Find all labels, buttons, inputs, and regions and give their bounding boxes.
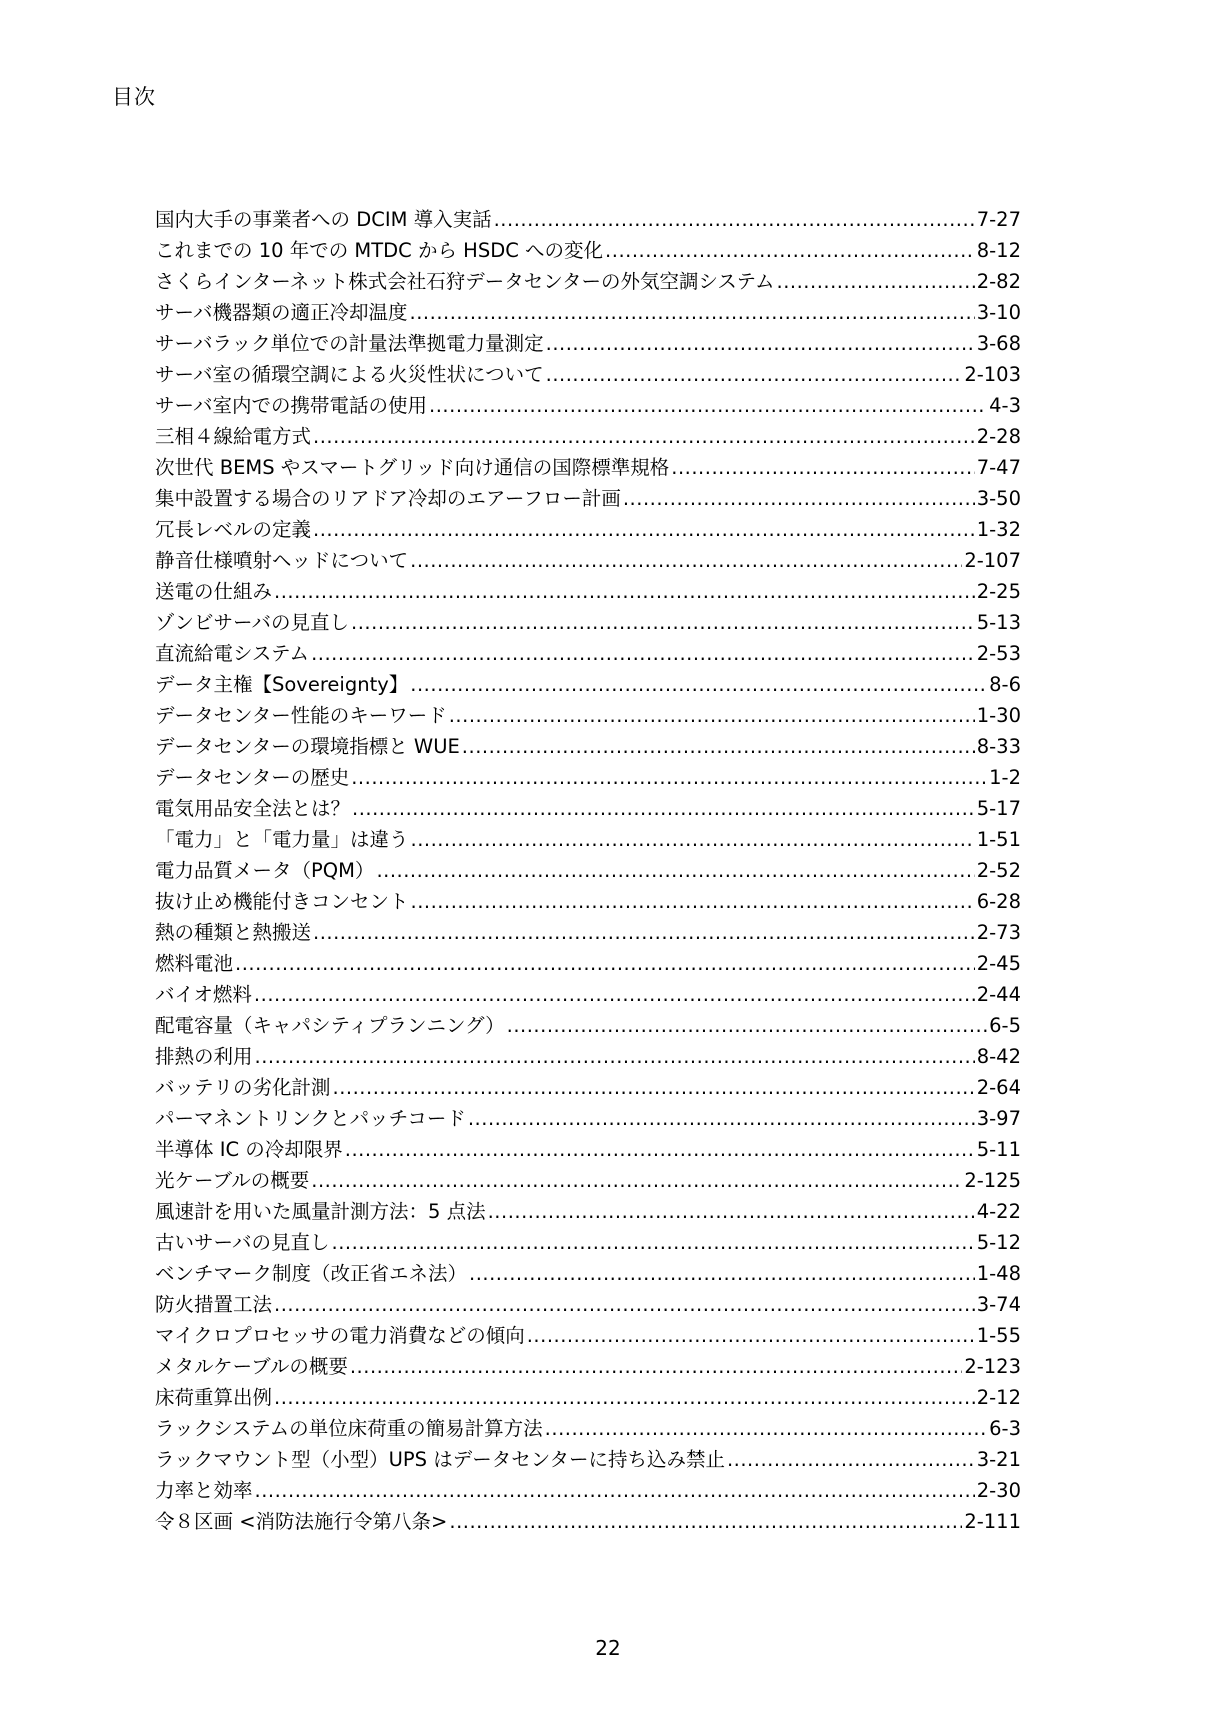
- toc-dot-leader: [311, 1165, 962, 1196]
- toc-entry[interactable]: [155, 1041, 1021, 1072]
- toc-entry-title: データセンターの環境指標と WUE: [155, 735, 460, 758]
- toc-entry-page: 3-68: [976, 332, 1021, 355]
- toc-entry-page: 3-10: [976, 301, 1021, 324]
- toc-entry-title: 次世代 BEMS やスマートグリッド向け通信の国際標準規格: [155, 456, 670, 479]
- toc-entry-title: サーバラック単位での計量法準拠電力量測定: [155, 332, 544, 355]
- toc-entry-title: ゾンビサーバの見直し: [155, 611, 350, 634]
- toc-entry-title: マイクロプロセッサの電力消費などの傾向: [155, 1324, 525, 1347]
- toc-dot-leader: [235, 948, 975, 979]
- toc-dot-leader: [488, 1196, 975, 1227]
- toc-entry-title: 三相４線給電方式: [155, 425, 312, 448]
- toc-entry[interactable]: [155, 1382, 1021, 1413]
- toc-entry[interactable]: [155, 1289, 1021, 1320]
- toc-entry-title: データセンター性能のキーワード: [155, 704, 447, 727]
- toc-dot-leader: [350, 1351, 962, 1382]
- toc-entry[interactable]: [155, 204, 1021, 235]
- toc-entry[interactable]: [155, 1196, 1021, 1227]
- toc-entry[interactable]: [155, 1475, 1021, 1506]
- toc-entry[interactable]: [155, 855, 1021, 886]
- toc-entry-page: 4-22: [976, 1200, 1021, 1223]
- toc-entry[interactable]: [155, 1134, 1021, 1165]
- toc-entry-page: 1-51: [976, 828, 1021, 851]
- toc-entry-page: 2-53: [976, 642, 1021, 665]
- toc-entry-page: 3-74: [976, 1293, 1021, 1316]
- toc-entry[interactable]: [155, 545, 1021, 576]
- toc-entry[interactable]: [155, 483, 1021, 514]
- toc-dot-leader: [605, 235, 975, 266]
- toc-entry-page: 5-11: [976, 1138, 1021, 1161]
- toc-entry[interactable]: [155, 1072, 1021, 1103]
- toc-entry-page: 2-30: [976, 1479, 1021, 1502]
- toc-entry-title: サーバ機器類の適正冷却温度: [155, 301, 408, 324]
- toc-entry[interactable]: [155, 638, 1021, 669]
- toc-dot-leader: [410, 669, 987, 700]
- toc-entry-page: 2-64: [976, 1076, 1021, 1099]
- toc-dot-leader: [351, 762, 987, 793]
- toc-dot-leader: [462, 731, 975, 762]
- page-title: 目次: [112, 85, 156, 109]
- toc-entry-page: 3-21: [976, 1448, 1021, 1471]
- toc-entry[interactable]: [155, 607, 1021, 638]
- toc-entry-title: 集中設置する場合のリアドア冷却のエアーフロー計画: [155, 487, 621, 510]
- toc-entry-title: 静音仕様噴射ヘッドについて: [155, 549, 409, 572]
- toc-entry[interactable]: [155, 669, 1021, 700]
- toc-entry-title: 電気用品安全法とは？: [155, 797, 351, 820]
- toc-entry-title: これまでの 10 年での MTDC から HSDC への変化: [155, 239, 604, 262]
- toc-dot-leader: [255, 1041, 975, 1072]
- toc-entry-page: 8-12: [976, 239, 1021, 262]
- toc-dot-leader: [429, 390, 987, 421]
- toc-dot-leader: [410, 545, 962, 576]
- toc-entry-title: 送電の仕組み: [155, 580, 273, 603]
- toc-entry[interactable]: [155, 359, 1021, 390]
- toc-entry-title: サーバ室内での携帯電話の使用: [155, 394, 428, 417]
- toc-entry-title: 光ケーブルの概要: [155, 1169, 310, 1192]
- toc-entry[interactable]: [155, 576, 1021, 607]
- toc-dot-leader: [527, 1320, 975, 1351]
- toc-entry-title: 直流給電システム: [155, 642, 310, 665]
- toc-entry-title: ラックマウント型（小型）UPS はデータセンターに持ち込み禁止: [155, 1448, 725, 1471]
- toc-entry-page: 2-82: [976, 270, 1021, 293]
- toc-entry-page: 2-111: [964, 1510, 1021, 1533]
- toc-entry[interactable]: [155, 1444, 1021, 1475]
- toc-entry-title: 力率と効率: [155, 1479, 253, 1502]
- table-of-contents: [155, 204, 1021, 1537]
- toc-dot-leader: [311, 638, 975, 669]
- toc-entry-page: 5-17: [976, 797, 1021, 820]
- toc-entry[interactable]: [155, 1010, 1021, 1041]
- toc-entry-page: 8-33: [976, 735, 1021, 758]
- toc-dot-leader: [546, 359, 963, 390]
- toc-dot-leader: [449, 1506, 962, 1537]
- toc-dot-leader: [255, 1475, 975, 1506]
- toc-entry[interactable]: [155, 390, 1021, 421]
- toc-entry[interactable]: [155, 452, 1021, 483]
- toc-entry[interactable]: [155, 1351, 1021, 1382]
- toc-entry-title: 燃料電池: [155, 952, 234, 975]
- toc-entry-page: 2-25: [976, 580, 1021, 603]
- toc-entry-title: さくらインターネット株式会社石狩データセンターの外気空調システム: [155, 270, 775, 293]
- toc-entry-title: 冗長レベルの定義: [155, 518, 312, 541]
- toc-entry-title: 防火措置工法: [155, 1293, 273, 1316]
- toc-dot-leader: [313, 917, 975, 948]
- toc-entry-page: 2-107: [964, 549, 1021, 572]
- toc-entry[interactable]: [155, 1320, 1021, 1351]
- toc-entry-title: 排熱の利用: [155, 1045, 253, 1068]
- toc-dot-leader: [468, 1103, 975, 1134]
- toc-entry-page: 2-44: [976, 983, 1021, 1006]
- toc-entry-page: 3-97: [976, 1107, 1021, 1130]
- toc-entry-page: 6-28: [976, 890, 1021, 913]
- toc-entry-page: 5-12: [976, 1231, 1021, 1254]
- toc-dot-leader: [332, 1227, 975, 1258]
- toc-entry[interactable]: [155, 886, 1021, 917]
- toc-entry-page: 1-2: [989, 766, 1021, 789]
- toc-dot-leader: [671, 452, 974, 483]
- toc-entry-title: サーバ室の循環空調による火災性状について: [155, 363, 544, 386]
- toc-entry-title: データ主権【Sovereignty】: [155, 673, 409, 696]
- toc-dot-leader: [333, 1072, 975, 1103]
- toc-entry-page: 7-27: [976, 208, 1021, 231]
- toc-dot-leader: [352, 793, 975, 824]
- toc-entry-page: 2-12: [976, 1386, 1021, 1409]
- toc-entry-page: 1-32: [976, 518, 1021, 541]
- toc-entry-page: 8-6: [989, 673, 1021, 696]
- toc-entry[interactable]: [155, 1103, 1021, 1134]
- toc-entry[interactable]: [155, 266, 1021, 297]
- toc-entry-title: 電力品質メータ（PQM）: [155, 859, 375, 882]
- toc-dot-leader: [727, 1444, 975, 1475]
- toc-entry-page: 2-52: [976, 859, 1021, 882]
- toc-entry[interactable]: [155, 297, 1021, 328]
- toc-entry[interactable]: [155, 793, 1021, 824]
- toc-entry-title: 半導体 IC の冷却限界: [155, 1138, 343, 1161]
- toc-entry-title: ベンチマーク制度（改正省エネ法）: [155, 1262, 468, 1285]
- toc-entry-page: 6-5: [989, 1014, 1021, 1037]
- toc-entry-title: 床荷重算出例: [155, 1386, 273, 1409]
- toc-dot-leader: [469, 1258, 975, 1289]
- toc-dot-leader: [623, 483, 975, 514]
- toc-entry[interactable]: [155, 1227, 1021, 1258]
- toc-entry-title: データセンターの歴史: [155, 766, 350, 789]
- toc-dot-leader: [376, 855, 974, 886]
- toc-entry-page: 2-73: [976, 921, 1021, 944]
- toc-entry[interactable]: [155, 421, 1021, 452]
- toc-dot-leader: [274, 1289, 975, 1320]
- toc-entry[interactable]: [155, 824, 1021, 855]
- toc-entry-title: バッテリの劣化計測: [155, 1076, 331, 1099]
- toc-entry-title: 風速計を用いた風量計測方法：5 点法: [155, 1200, 486, 1223]
- toc-dot-leader: [351, 607, 975, 638]
- toc-entry-page: 1-30: [976, 704, 1021, 727]
- toc-entry-page: 5-13: [976, 611, 1021, 634]
- toc-entry[interactable]: [155, 328, 1021, 359]
- toc-entry-page: 3-50: [976, 487, 1021, 510]
- toc-entry[interactable]: [155, 235, 1021, 266]
- toc-entry-title: パーマネントリンクとパッチコード: [155, 1107, 466, 1130]
- toc-entry-title: 抜け止め機能付きコンセント: [155, 890, 409, 913]
- toc-entry-title: 「電力」と「電力量」は違う: [155, 828, 409, 851]
- toc-dot-leader: [411, 886, 975, 917]
- toc-entry-page: 2-125: [964, 1169, 1021, 1192]
- toc-entry-title: 令８区画 <消防法施行令第八条>: [155, 1510, 448, 1533]
- toc-dot-leader: [274, 576, 975, 607]
- toc-entry-page: 7-47: [976, 456, 1021, 479]
- toc-entry-page: 2-123: [964, 1355, 1021, 1378]
- toc-entry-page: 1-48: [976, 1262, 1021, 1285]
- toc-entry-page: 2-28: [976, 425, 1021, 448]
- toc-entry[interactable]: [155, 1258, 1021, 1289]
- toc-entry[interactable]: [155, 1165, 1021, 1196]
- toc-entry-page: 1-55: [976, 1324, 1021, 1347]
- toc-entry-title: メタルケーブルの概要: [155, 1355, 348, 1378]
- toc-entry[interactable]: [155, 514, 1021, 545]
- toc-entry[interactable]: [155, 731, 1021, 762]
- toc-entry[interactable]: [155, 1506, 1021, 1537]
- toc-dot-leader: [507, 1010, 988, 1041]
- toc-dot-leader: [449, 700, 975, 731]
- toc-entry[interactable]: [155, 979, 1021, 1010]
- toc-dot-leader: [777, 266, 975, 297]
- toc-dot-leader: [313, 514, 975, 545]
- toc-entry-title: ラックシステムの単位床荷重の簡易計算方法: [155, 1417, 543, 1440]
- toc-dot-leader: [410, 297, 975, 328]
- toc-entry-title: 熱の種類と熱搬送: [155, 921, 312, 944]
- toc-entry-page: 2-45: [976, 952, 1021, 975]
- toc-dot-leader: [546, 328, 975, 359]
- page-number: 22: [595, 1636, 621, 1660]
- toc-entry-title: バイオ燃料: [155, 983, 252, 1006]
- toc-dot-leader: [254, 979, 975, 1010]
- toc-entry-page: 4-3: [989, 394, 1021, 417]
- toc-dot-leader: [345, 1134, 975, 1165]
- toc-dot-leader: [274, 1382, 975, 1413]
- toc-entry-page: 2-103: [964, 363, 1021, 386]
- toc-entry-page: 8-42: [976, 1045, 1021, 1068]
- toc-entry-title: 国内大手の事業者への DCIM 導入実話: [155, 208, 492, 231]
- toc-entry-page: 6-3: [989, 1417, 1021, 1440]
- toc-dot-leader: [411, 824, 975, 855]
- toc-dot-leader: [494, 204, 975, 235]
- toc-dot-leader: [313, 421, 975, 452]
- toc-entry[interactable]: [155, 762, 1021, 793]
- toc-entry-title: 古いサーバの見直し: [155, 1231, 330, 1254]
- toc-entry[interactable]: [155, 700, 1021, 731]
- toc-entry-title: 配電容量（キャパシティプランニング）: [155, 1014, 505, 1037]
- toc-entry[interactable]: [155, 917, 1021, 948]
- toc-entry[interactable]: [155, 948, 1021, 979]
- toc-dot-leader: [545, 1413, 987, 1444]
- toc-entry[interactable]: [155, 1413, 1021, 1444]
